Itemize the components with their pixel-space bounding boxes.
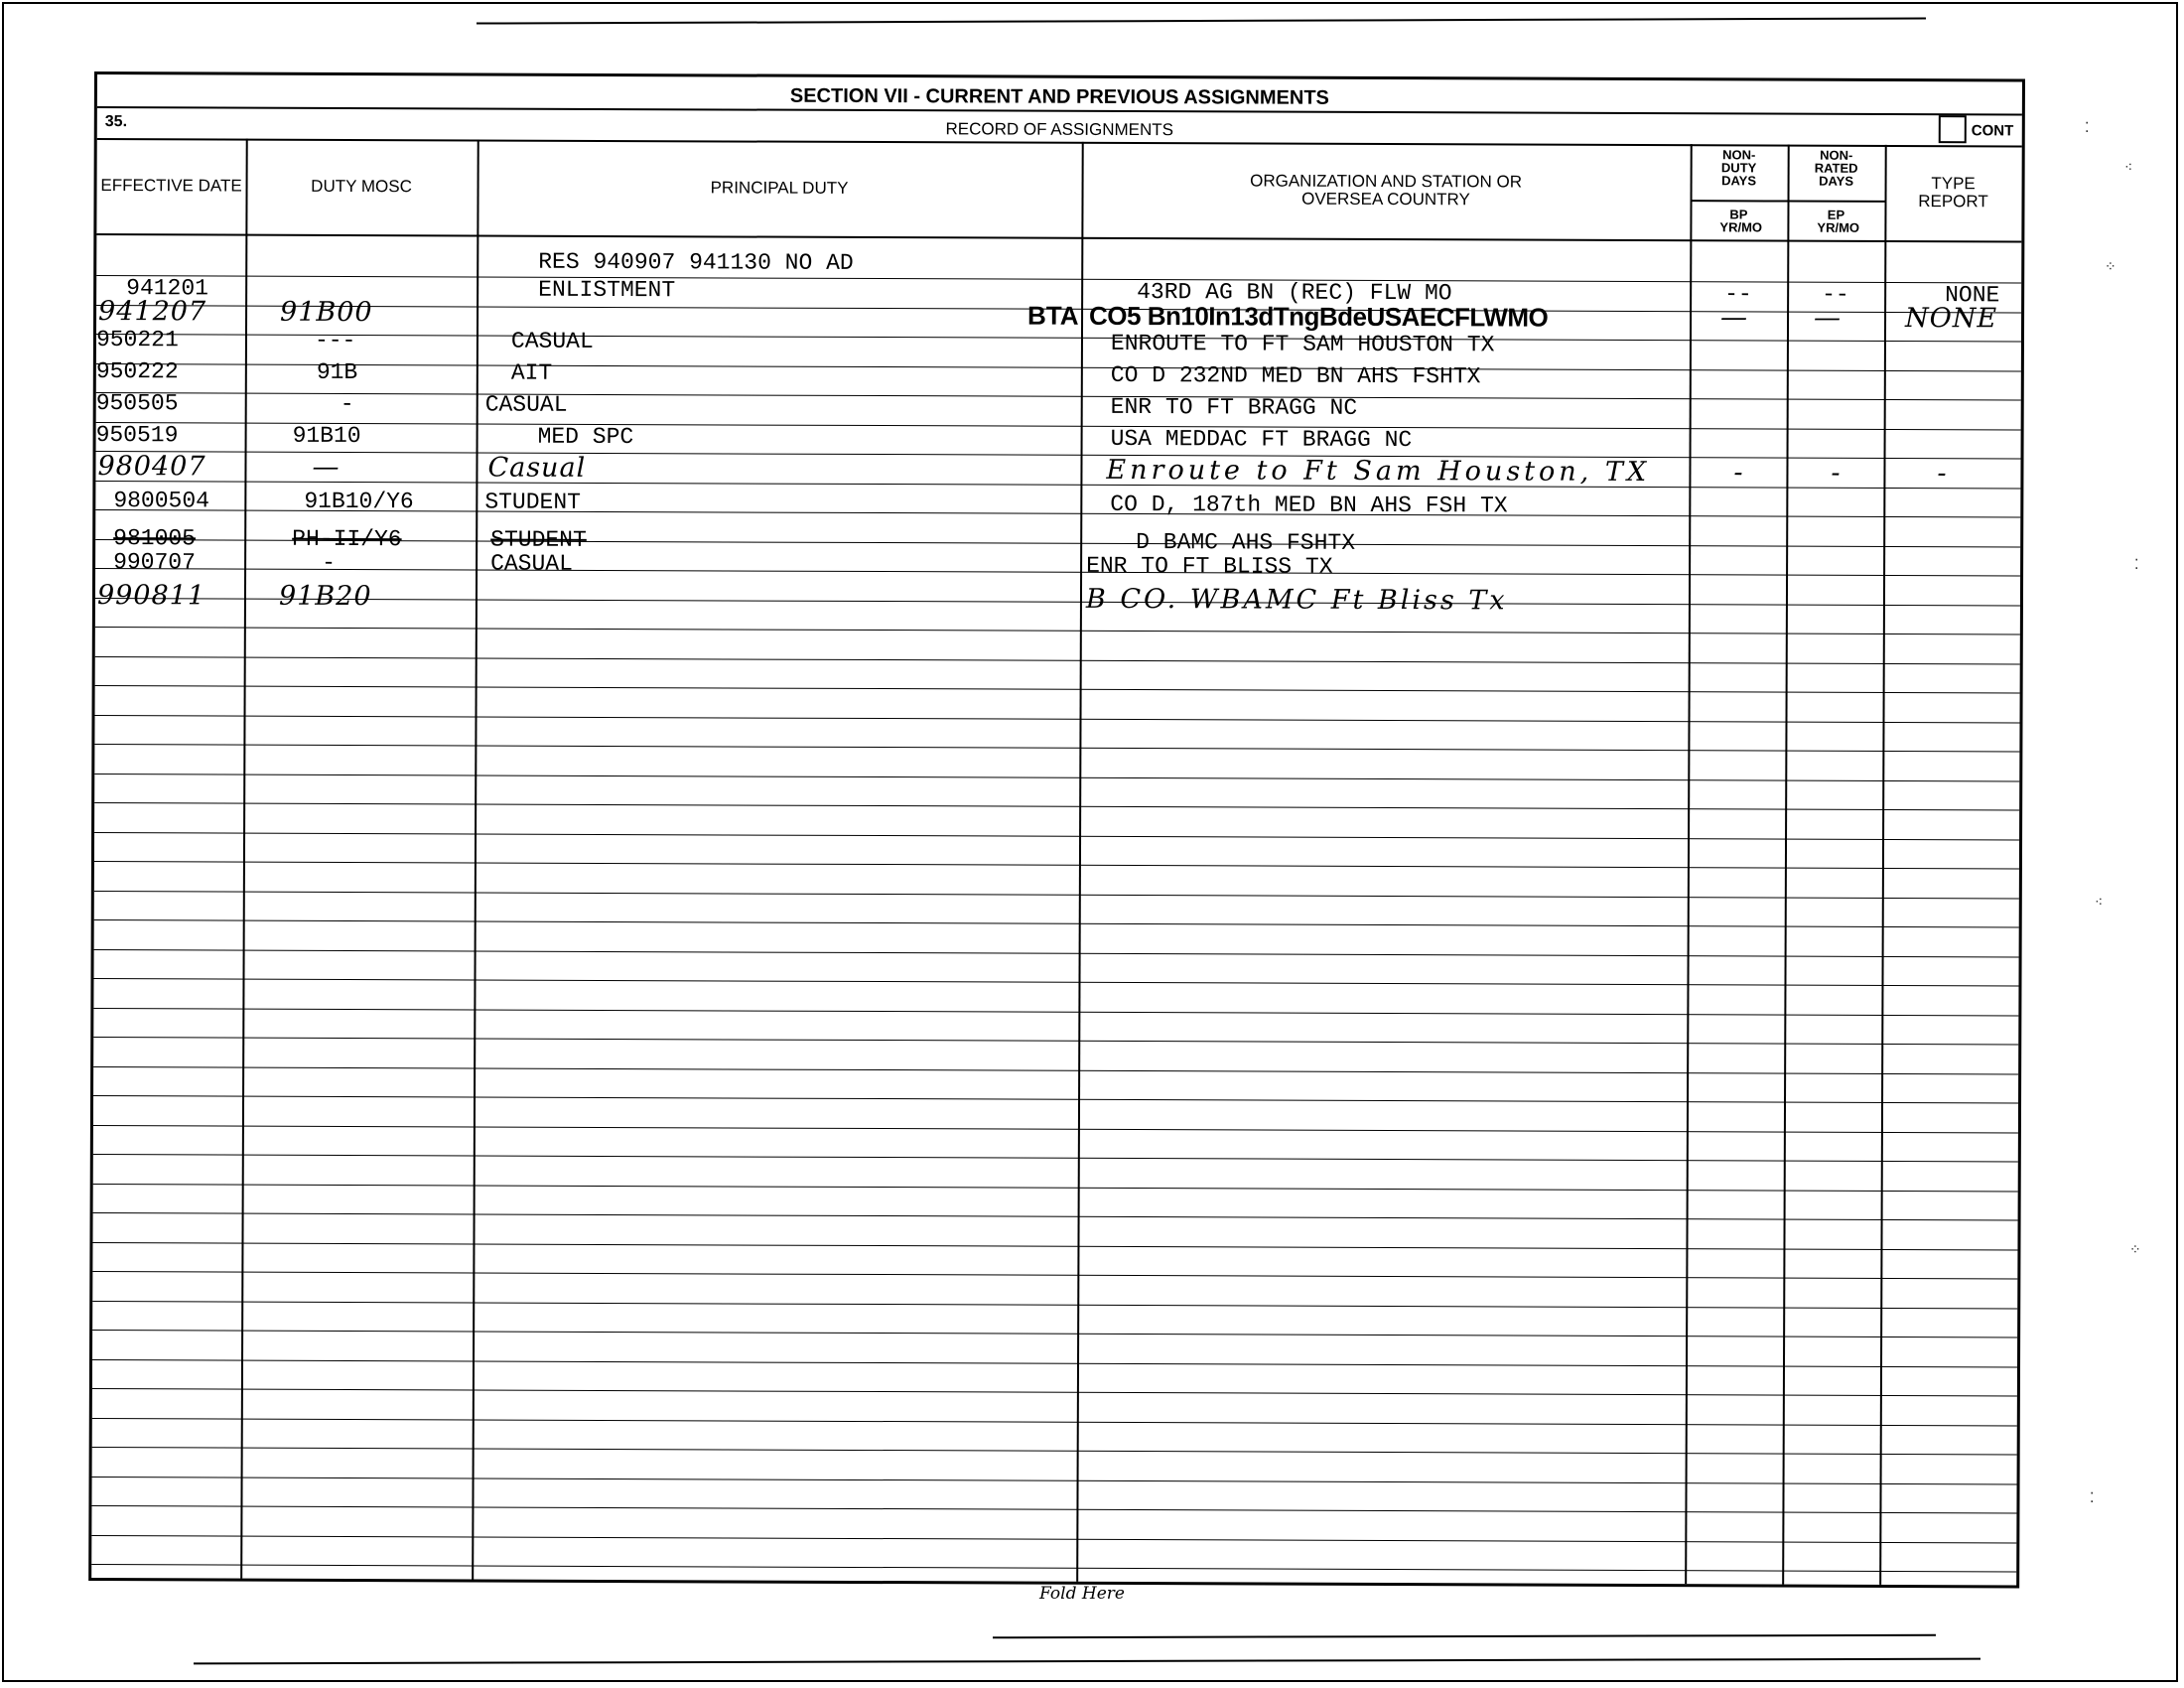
duty-mosc-cell: — — [312, 451, 341, 483]
duty-mosc-cell: PH-II/Y6 — [292, 525, 402, 553]
effective-date-cell: 950519 — [95, 422, 179, 449]
duty-mosc-cell: - — [340, 390, 354, 418]
ruled-line — [94, 861, 2019, 869]
ruled-line — [92, 1388, 2017, 1396]
ruled-line — [91, 1535, 2016, 1543]
ruled-line — [93, 978, 2018, 986]
ruled-line — [95, 685, 2020, 693]
ep-cell: - — [1831, 457, 1842, 489]
header-non-duty-days: NON- DUTY DAYS — [1720, 147, 1757, 189]
effective-date-cell: 990707 — [113, 549, 196, 576]
header-organization: ORGANIZATION AND STATION OR OVERSEA COUNTRY — [1250, 171, 1523, 210]
effective-date-cell: 950221 — [95, 327, 179, 353]
cont-label: CONT — [1971, 122, 2014, 140]
type-report-cell: NONE — [1904, 303, 1998, 335]
header-duty-mosc: DUTY MOSC — [311, 176, 412, 197]
principal-duty-cell: STUDENT — [484, 489, 582, 515]
duty-mosc-cell: - — [322, 549, 336, 576]
ruled-line — [94, 744, 2019, 752]
ruled-line — [94, 774, 2019, 781]
type-report-cell: NONE — [1945, 282, 2000, 309]
ruled-line — [91, 1505, 2016, 1513]
ep-cell: -- — [1822, 281, 1849, 308]
organization-cell: CO5 Bn10In13dTngBdeUSAECFLWMO — [1089, 300, 1549, 333]
organization-cell: CO D 232ND MED BN AHS FSHTX — [1110, 361, 1481, 390]
ruled-line — [94, 832, 2019, 840]
type-report-cell: - — [1937, 458, 1948, 490]
principal-duty-cell: CASUAL — [484, 391, 568, 418]
scan-speck: ⁚ — [2090, 1489, 2095, 1505]
effective-date-cell: 941207 — [98, 296, 207, 328]
ruled-line — [94, 949, 2019, 957]
organization-cell: B CO. WBAMC Ft Bliss Tx — [1085, 583, 1508, 617]
header-type-report: TYPE REPORT — [1918, 174, 1988, 211]
ruled-line — [92, 1477, 2017, 1484]
organization-cell: USA MEDDAC FT BRAGG NC — [1110, 425, 1413, 454]
ruled-line — [94, 919, 2019, 927]
duty-mosc-cell: 91B00 — [280, 296, 373, 329]
scan-speck: ⁘ — [2129, 1241, 2141, 1257]
organization-cell: D BAMC AHS FSHTX — [1136, 529, 1356, 556]
header-effective-date: EFFECTIVE DATE — [100, 176, 242, 196]
principal-duty-cell: CASUAL — [490, 550, 573, 577]
scan-speck: ⁚ — [2134, 556, 2139, 572]
principal-duty-cell: AIT — [510, 359, 553, 386]
bp-cell: -- — [1724, 281, 1752, 308]
principal-duty-cell: STUDENT — [490, 526, 587, 553]
ep-cell: — — [1814, 302, 1843, 334]
ruled-line — [92, 1301, 2017, 1309]
organization-cell: ENROUTE TO FT SAM HOUSTON TX — [1110, 330, 1495, 358]
ruled-line — [92, 1447, 2017, 1455]
duty-mosc-cell: --- — [314, 327, 356, 354]
ruled-line — [95, 656, 2020, 664]
header-ep-yrmo: EP YR/MO — [1817, 207, 1860, 235]
fold-here-note: Fold Here — [1039, 1584, 1125, 1604]
effective-date-cell: 980407 — [97, 451, 206, 483]
ruled-line — [93, 1037, 2018, 1045]
scan-speck: ⁖ — [2095, 894, 2104, 910]
organization-cell: Enroute to Ft Sam Houston, TX — [1106, 454, 1651, 489]
ruled-line — [92, 1359, 2017, 1367]
ruled-line — [94, 802, 2019, 810]
header-principal-duty: PRINCIPAL DUTY — [710, 178, 849, 198]
assignments-form — [88, 71, 2025, 1588]
ruled-line — [93, 1008, 2018, 1016]
scan-speck: ⁘ — [2105, 258, 2116, 274]
effective-date-cell: 9800504 — [113, 488, 210, 514]
ruled-line — [94, 891, 2019, 899]
section-title: SECTION VII - CURRENT AND PREVIOUS ASSIGNMENTS — [789, 84, 1329, 109]
bp-cell: — — [1720, 302, 1749, 334]
scan-speck: ⁖ — [2124, 159, 2133, 175]
organization-cell: ENR TO FT BRAGG NC — [1110, 393, 1358, 421]
ruled-line — [92, 1242, 2017, 1250]
duty-mosc-cell: 91B10/Y6 — [304, 488, 414, 515]
ruled-line — [93, 1125, 2018, 1133]
item-number: 35. — [104, 113, 128, 131]
ruled-line — [92, 1418, 2017, 1426]
ruled-line — [93, 1066, 2018, 1074]
principal-duty-cell: MED SPC — [537, 423, 634, 451]
ruled-line — [93, 1184, 2018, 1192]
ruled-line — [95, 627, 2020, 634]
ruled-line — [95, 715, 2020, 723]
ruled-line — [92, 1330, 2017, 1337]
bp-cell: - — [1733, 457, 1744, 489]
effective-date-cell: 941201 — [126, 275, 209, 302]
ruled-line — [93, 1095, 2018, 1103]
ruled-line — [93, 1212, 2018, 1220]
effective-date-cell: 950222 — [95, 358, 179, 385]
principal-duty-cell: CASUAL — [510, 328, 594, 354]
header-bp-yrmo: BP YR/MO — [1719, 207, 1763, 235]
header-non-rated-days: NON- RATED DAYS — [1814, 147, 1858, 189]
record-subtitle: RECORD OF ASSIGNMENTS — [945, 119, 1174, 140]
effective-date-cell: 950505 — [95, 390, 179, 417]
duty-mosc-cell: 91B10 — [292, 422, 361, 450]
principal-duty-cell: ENLISTMENT — [538, 276, 676, 304]
principal-duty-cell: RES 940907 941130 NO AD — [538, 248, 854, 276]
principal-duty-cell: BTA — [1027, 300, 1079, 331]
organization-cell: ENR TO FT BLISS TX — [1086, 552, 1333, 580]
ruled-line — [93, 1154, 2018, 1162]
duty-mosc-cell: 91B20 — [278, 580, 372, 613]
effective-date-cell: 981005 — [113, 525, 197, 552]
scan-speck: ⁚ — [2085, 119, 2090, 135]
duty-mosc-cell: 91B — [316, 358, 358, 386]
effective-date-cell: 990811 — [96, 580, 206, 612]
principal-duty-cell: Casual — [487, 452, 587, 484]
organization-cell: CO D, 187th MED BN AHS FSH TX — [1110, 491, 1508, 519]
organization-cell: 43RD AG BN (REC) FLW MO — [1137, 279, 1452, 307]
ruled-line — [92, 1271, 2017, 1279]
ruled-line — [91, 1564, 2016, 1572]
